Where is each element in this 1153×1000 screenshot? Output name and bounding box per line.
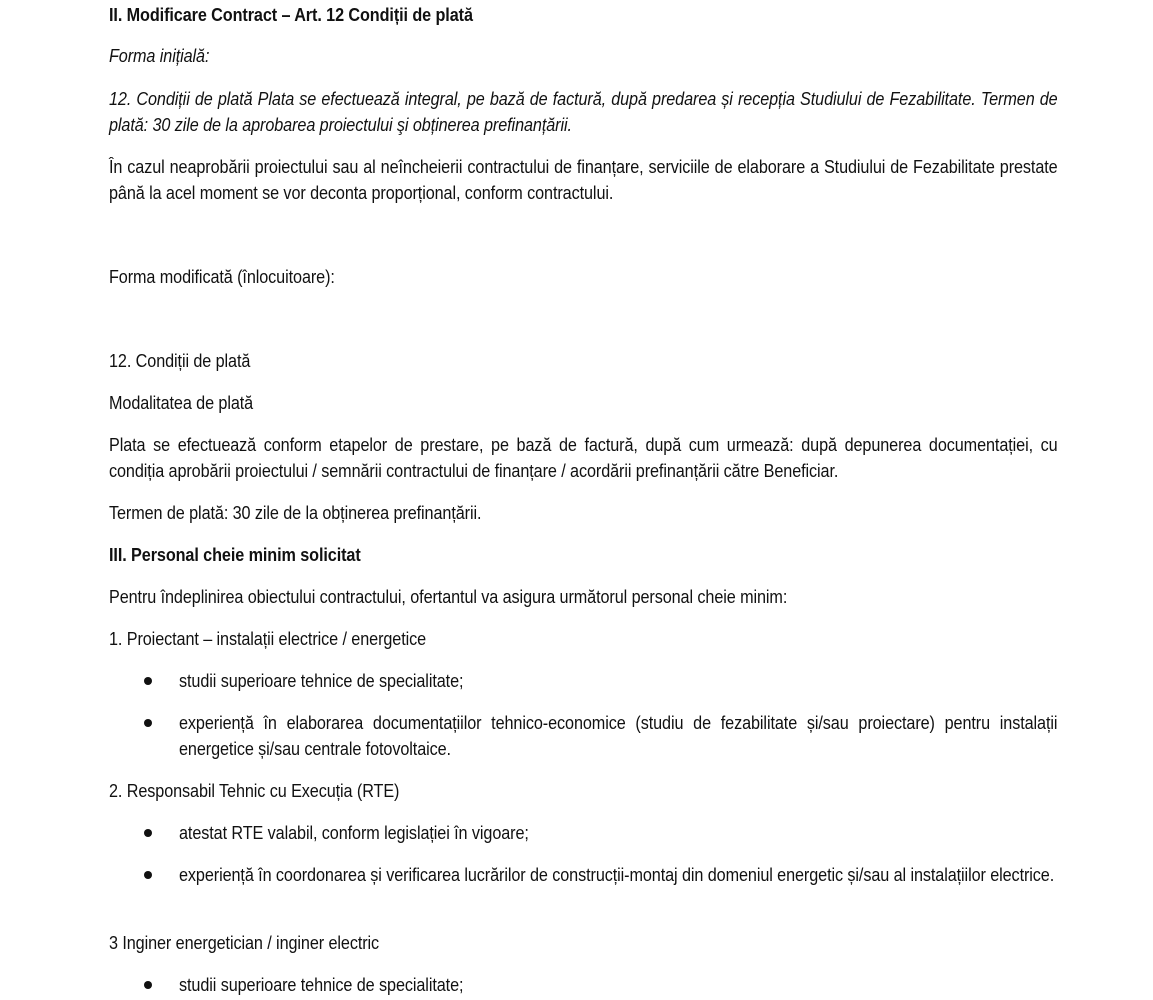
role-requirement: experiență în elaborarea documentațiilor tehnico-economice (studiu de fezabilitate și/sau proiectare) pentru instalații energetice și/sau centrale fotovoltaice. bbox=[179, 713, 1058, 759]
role-requirement: experiență în coordonarea și verificarea lucrărilor de construcții-montaj din domeniul energetic și/sau al instalațiilor electrice. bbox=[179, 865, 1055, 885]
bullet-icon bbox=[144, 719, 152, 727]
section-2-heading: II. Modificare Contract – Art. 12 Condiții de plată bbox=[109, 5, 473, 25]
role-requirement: studii superioare tehnice de specialitate; bbox=[179, 975, 464, 995]
section-3-heading: III. Personal cheie minim solicitat bbox=[109, 545, 361, 565]
modified-clause-title: 12. Condiții de plată bbox=[109, 351, 251, 371]
bullet-icon bbox=[144, 871, 152, 879]
bullet-icon bbox=[144, 981, 152, 989]
initial-clause-text: 12. Condiții de plată Plata se efectuează integral, pe bază de factură, după predarea și recepția Studiului de Fezabilitate. Termen de plată: 30 zile de la aprobarea proiectului şi obținerea prefinanțării. bbox=[109, 89, 1058, 135]
role-title: 2. Responsabil Tehnic cu Execuția (RTE) bbox=[109, 781, 400, 801]
payment-text: Plata se efectuează conform etapelor de prestare, pe bază de factură, după cum urmează: după depunerea documentației, cu condiția aprobării proiectului / semnării contractului de finanțare / acordării prefinanțării către Beneficiar. bbox=[109, 435, 1058, 481]
role-requirement: studii superioare tehnice de specialitate; bbox=[179, 671, 464, 691]
payment-method-label: Modalitatea de plată bbox=[109, 393, 254, 413]
bullet-icon bbox=[144, 829, 152, 837]
role-title: 1. Proiectant – instalații electrice / energetice bbox=[109, 629, 427, 649]
initial-form-label: Forma inițială: bbox=[109, 46, 210, 66]
modified-form-label: Forma modificată (înlocuitoare): bbox=[109, 267, 335, 287]
initial-clause-note: În cazul neaprobării proiectului sau al neîncheierii contractului de finanțare, serviciile de elaborare a Studiului de Fezabilitate prestate până la acel moment se vor deconta proporțional, conform contractului. bbox=[109, 157, 1058, 203]
role-title: 3 Inginer energetician / inginer electric bbox=[109, 933, 380, 953]
bullet-icon bbox=[144, 677, 152, 685]
section-3-intro: Pentru îndeplinirea obiectului contractului, ofertantul va asigura următorul personal cheie minim: bbox=[109, 587, 788, 607]
role-requirement: atestat RTE valabil, conform legislației în vigoare; bbox=[179, 823, 529, 843]
payment-term: Termen de plată: 30 zile de la obținerea prefinanțării. bbox=[109, 503, 482, 523]
